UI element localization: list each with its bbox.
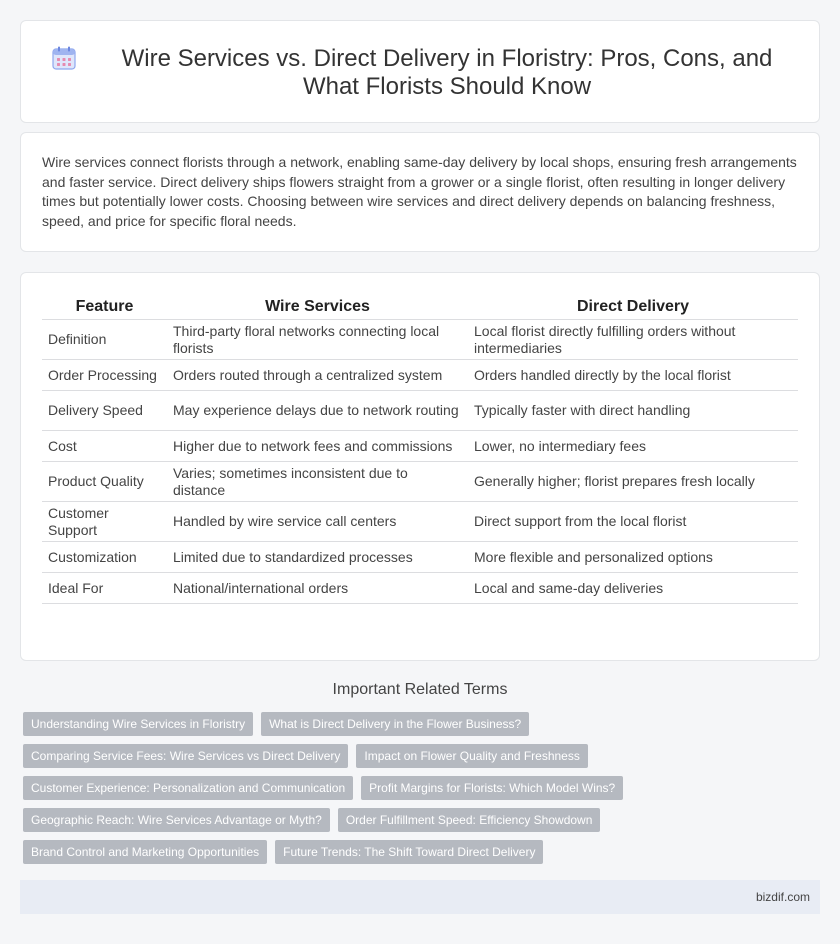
direct-delivery-cell: Local and same-day deliveries [468, 573, 798, 604]
feature-cell: Cost [42, 431, 167, 462]
table-row [42, 320, 798, 360]
wire-services-cell: Third-party floral networks connecting local florists [167, 320, 468, 360]
header-wire-services: Wire Services [167, 295, 468, 320]
related-term-tag[interactable]: Profit Margins for Florists: Which Model Wins? [361, 776, 623, 800]
direct-delivery-cell: Direct support from the local florist [468, 502, 798, 542]
related-term-tag[interactable]: What is Direct Delivery in the Flower Business? [261, 712, 529, 736]
header-card [20, 20, 820, 123]
table-row [42, 542, 798, 573]
header-direct-delivery: Direct Delivery [468, 295, 798, 320]
feature-cell: Definition [42, 320, 167, 360]
related-term-tag[interactable]: Future Trends: The Shift Toward Direct Delivery [275, 840, 543, 864]
wire-services-cell: May experience delays due to network routing [167, 391, 468, 431]
calendar-icon [51, 45, 77, 71]
table-row [42, 391, 798, 431]
table-row [42, 360, 798, 391]
direct-delivery-cell: Typically faster with direct handling [468, 391, 798, 431]
header-feature: Feature [42, 295, 167, 320]
related-terms-title: Important Related Terms [332, 681, 508, 698]
wire-services-cell: Limited due to standardized processes [167, 542, 468, 573]
feature-cell: Customer Support [42, 502, 167, 542]
comparison-table-card [20, 272, 820, 661]
related-term-tag[interactable]: Brand Control and Marketing Opportunities [23, 840, 267, 864]
page-title: Wire Services vs. Direct Delivery in Floristry: Pros, Cons, and What Florists Should Know [121, 45, 773, 100]
footer-site-link[interactable]: bizdif.com [755, 890, 810, 904]
feature-cell: Ideal For [42, 573, 167, 604]
direct-delivery-cell: Generally higher; florist prepares fresh locally [468, 462, 798, 502]
table-row [42, 573, 798, 604]
intro-card [20, 132, 820, 252]
table-row [42, 462, 798, 502]
related-term-tag[interactable]: Geographic Reach: Wire Services Advantage or Myth? [23, 808, 330, 832]
direct-delivery-cell: Local florist directly fulfilling orders without intermediaries [468, 320, 798, 360]
feature-cell: Customization [42, 542, 167, 573]
feature-cell: Product Quality [42, 462, 167, 502]
intro-paragraph: Wire services connect florists through a network, enabling same-day delivery by local shops, ensuring fresh arrangements and faster service. Direct delivery ships flowers straight from a grower or a single florist, often resulting in longer delivery times but potentially lower costs. Choosing between wire services and direct delivery depends on balancing freshness, speed, and price for specific floral needs. [42, 154, 797, 229]
related-term-tag[interactable]: Customer Experience: Personalization and Communication [23, 776, 353, 800]
direct-delivery-cell: Orders handled directly by the local florist [468, 360, 798, 391]
related-term-tag[interactable]: Impact on Flower Quality and Freshness [356, 744, 587, 768]
direct-delivery-cell: Lower, no intermediary fees [468, 431, 798, 462]
comparison-table [42, 295, 798, 604]
table-row [42, 431, 798, 462]
table-row [42, 502, 798, 542]
table-header-row [42, 295, 798, 320]
direct-delivery-cell: More flexible and personalized options [468, 542, 798, 573]
related-term-tag[interactable]: Comparing Service Fees: Wire Services vs Direct Delivery [23, 744, 348, 768]
feature-cell: Delivery Speed [42, 391, 167, 431]
wire-services-cell: Varies; sometimes inconsistent due to distance [167, 462, 468, 502]
wire-services-cell: Higher due to network fees and commissions [167, 431, 468, 462]
related-term-tag[interactable]: Understanding Wire Services in Floristry [23, 712, 253, 736]
wire-services-cell: Orders routed through a centralized system [167, 360, 468, 391]
footer [20, 880, 820, 914]
related-terms-list [23, 712, 823, 872]
wire-services-cell: Handled by wire service call centers [167, 502, 468, 542]
wire-services-cell: National/international orders [167, 573, 468, 604]
feature-cell: Order Processing [42, 360, 167, 391]
related-term-tag[interactable]: Order Fulfillment Speed: Efficiency Showdown [338, 808, 601, 832]
